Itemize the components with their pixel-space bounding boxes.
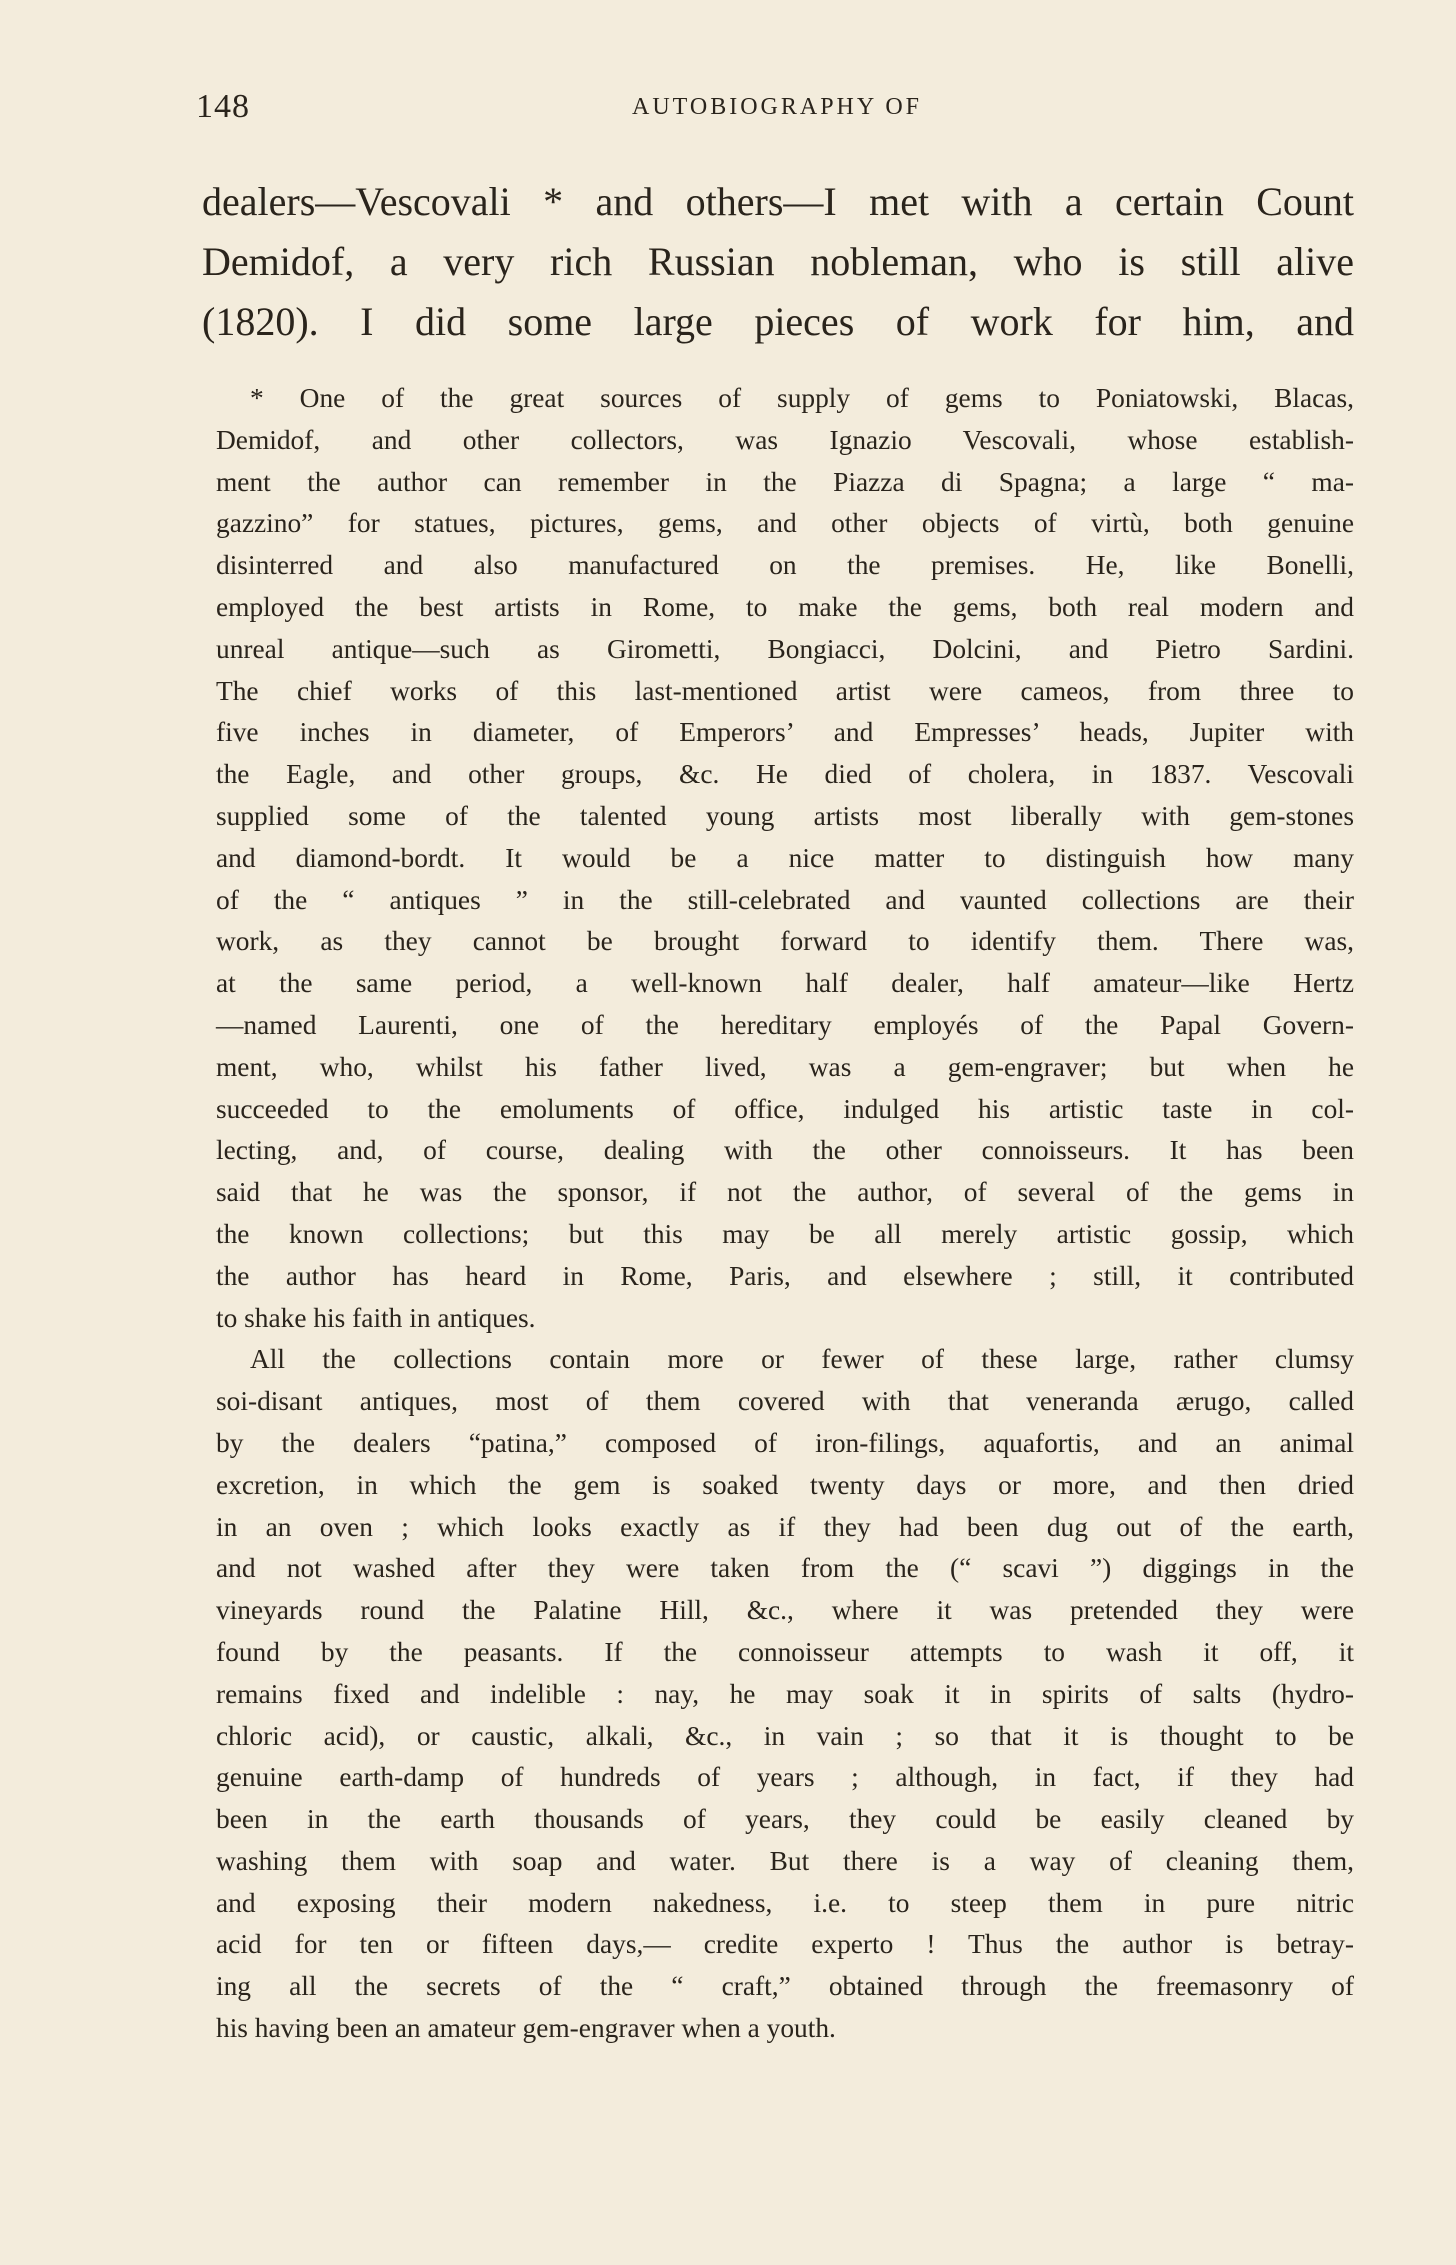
footnote-line: and exposing their modern nakedness, i.e. to steep them in pure nitric [216,1887,1354,1918]
footnote-line: ment, who, whilst his father lived, was a gem-engraver; but when he [216,1051,1354,1082]
text-line: (1820). I did some large pieces of work for him, and [202,299,1354,344]
footnote-line: genuine earth-damp of hundreds of years ; although, in fact, if they had [216,1762,1354,1793]
text-line: dealers—Vescovali * and others—I met with a certain Count [202,179,1354,224]
footnote-line: work, as they cannot be brought forward to identify them. There was, [216,926,1354,957]
footnote-line: chloric acid), or caustic, alkali, &c., in vain ; so that it is thought to be [216,1720,1354,1751]
footnote-line: succeeded to the emoluments of office, indulged his artistic taste in col- [216,1093,1354,1124]
footnote-line: five inches in diameter, of Emperors’ and Empresses’ heads, Jupiter with [216,717,1354,748]
footnote-line: of the “ antiques ” in the still-celebrated and vaunted collections are their [216,884,1354,915]
footnote-line: remains fixed and indelible : nay, he may soak it in spirits of salts (hydro- [216,1678,1354,1709]
footnote [216,378,1354,2050]
footnote-line: to shake his faith in antiques. [216,1302,536,1333]
running-title: AUTOBIOGRAPHY OF [631,94,923,120]
footnote-line: employed the best artists in Rome, to make the gems, both real modern and [216,591,1354,622]
footnote-line: acid for ten or fifteen days,— credite experto ! Thus the author is betray- [216,1929,1354,1960]
footnote-line: been in the earth thousands of years, they could be easily cleaned by [216,1804,1354,1835]
footnote-line: vineyards round the Palatine Hill, &c., where it was pretended they were [216,1595,1354,1626]
footnote-line: ing all the secrets of the “ craft,” obtained through the freemasonry of [216,1971,1354,2002]
footnote-line: by the dealers “patina,” composed of iron-filings, aquafortis, and an animal [216,1427,1354,1458]
footnote-line: the known collections; but this may be all merely artistic gossip, which [216,1218,1354,1249]
footnote-line: washing them with soap and water. But there is a way of cleaning them, [216,1845,1354,1876]
footnote-line: said that he was the sponsor, if not the author, of several of the gems in [216,1177,1354,1208]
footnote-line: at the same period, a well-known half dealer, half amateur—like Hertz [216,968,1354,999]
footnote-line: his having been an amateur gem-engraver when a youth. [216,2013,836,2044]
footnote-line: The chief works of this last-mentioned artist were cameos, from three to [216,675,1354,706]
footnote-line: supplied some of the talented young artists most liberally with gem-stones [216,800,1354,831]
footnote-line: excretion, in which the gem is soaked twenty days or more, and then dried [216,1469,1354,1500]
footnote-line: —named Laurenti, one of the hereditary employés of the Papal Govern- [216,1009,1354,1040]
main-text [202,172,1354,352]
footnote-line: and diamond-bordt. It would be a nice matter to distinguish how many [216,842,1354,873]
footnote-line: * One of the great sources of supply of gems to Poniatowski, Blacas, [250,383,1354,413]
footnote-line: lecting, and, of course, dealing with the other connoisseurs. It has been [216,1135,1354,1166]
footnote-line: and not washed after they were taken from the (“ scavi ”) diggings in the [216,1553,1354,1584]
page-number: 148 [196,88,250,125]
footnote-line: in an oven ; which looks exactly as if they had been dug out of the earth, [216,1511,1354,1542]
text-line: Demidof, a very rich Russian nobleman, who is still alive [202,239,1354,284]
footnote-line: soi-disant antiques, most of them covered with that veneranda ærugo, called [216,1386,1354,1417]
running-head [196,88,1358,128]
footnote-line: found by the peasants. If the connoisseur attempts to wash it off, it [216,1636,1354,1667]
footnote-line: Demidof, and other collectors, was Ignazio Vescovali, whose establish- [216,424,1354,455]
footnote-line: gazzino” for statues, pictures, gems, and other objects of virtù, both genuine [216,508,1354,539]
footnote-line: the author has heard in Rome, Paris, and elsewhere ; still, it contributed [216,1260,1354,1291]
footnote-line: unreal antique—such as Girometti, Bongiacci, Dolcini, and Pietro Sardini. [216,633,1354,664]
footnote-line: disinterred and also manufactured on the premises. He, like Bonelli, [216,550,1354,581]
footnote-line: All the collections contain more or fewer of these large, rather clumsy [250,1344,1354,1375]
footnote-line: ment the author can remember in the Piazza di Spagna; a large “ ma- [216,466,1354,497]
footnote-line: the Eagle, and other groups, &c. He died of cholera, in 1837. Vescovali [216,759,1354,790]
